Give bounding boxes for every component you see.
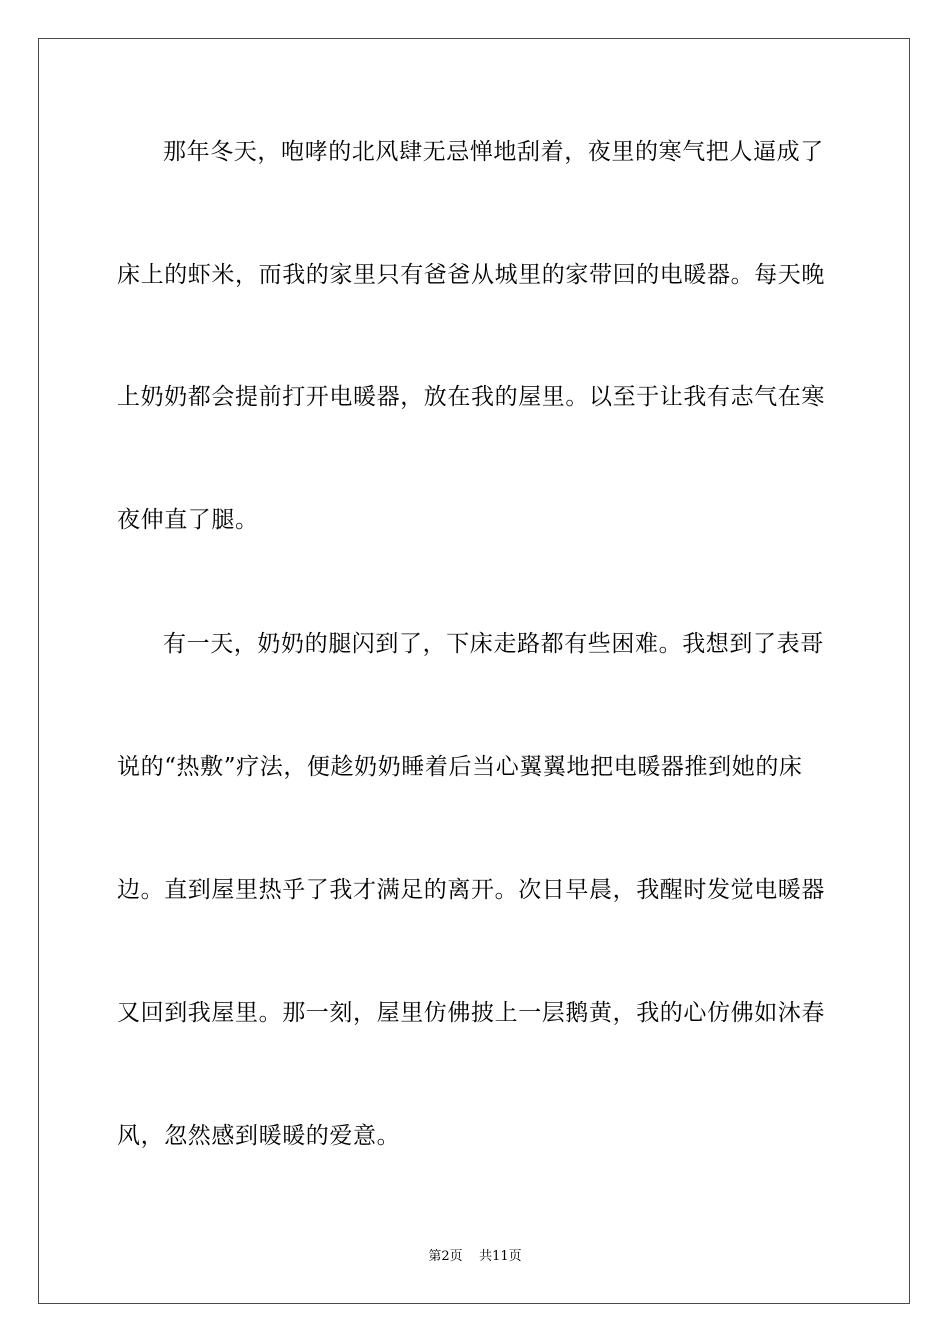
paragraph-1-line-1: 那年冬天，咆哮的北风肆无忌惮地刮着，夜里的寒气把人逼成了 — [163, 139, 824, 165]
paragraph-1-line-4: 夜伸直了腿。 — [117, 507, 259, 533]
paragraph-2-line-5: 风，忽然感到暖暖的爱意。 — [117, 1123, 401, 1149]
paragraph-2-line-2: 说的“热敷”疗法，便趁奶奶睡着后当心翼翼地把电暖器推到她的床 — [117, 754, 803, 780]
paragraph-1-line-3: 上奶奶都会提前打开电暖器，放在我的屋里。以至于让我有志气在寒 — [117, 384, 825, 410]
paragraph-2-line-4: 又回到我屋里。那一刻，屋里仿佛披上一层鹅黄，我的心仿佛如沐春 — [117, 1000, 825, 1026]
paragraph-2-line-1: 有一天，奶奶的腿闪到了，下床走路都有些困难。我想到了表哥 — [163, 631, 824, 657]
page-footer: 第2页 共11页 — [428, 1249, 522, 1264]
paragraph-1-line-2: 床上的虾米，而我的家里只有爸爸从城里的家带回的电暖器。每天晚 — [117, 262, 825, 288]
page-border — [38, 38, 910, 1304]
paragraph-2-line-3: 边。直到屋里热乎了我才满足的离开。次日早晨，我醒时发觉电暖器 — [117, 877, 825, 903]
